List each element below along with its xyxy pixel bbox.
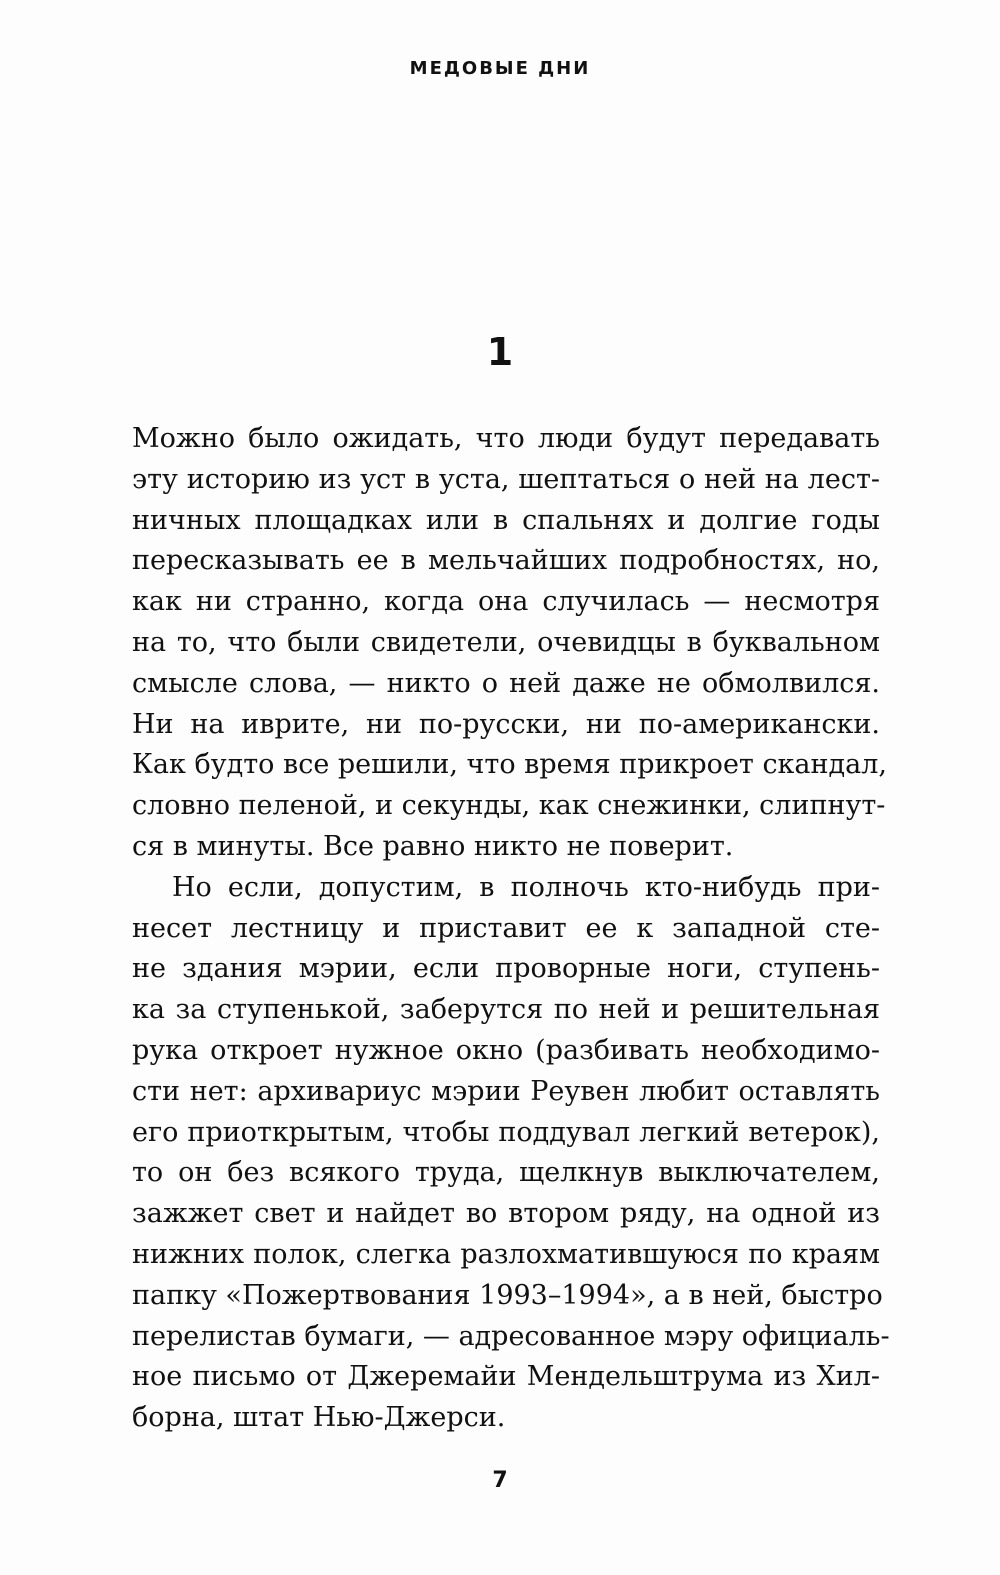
- text-line: Можно было ожидать, что люди будут передавать: [132, 423, 880, 454]
- text-line: перелистав бумаги, — адресованное мэру официаль-: [132, 1320, 890, 1352]
- text-line: Но если, допустим, в полночь кто-нибудь при-: [172, 871, 880, 903]
- text-line: Как будто все решили, что время прикроет скандал,: [132, 749, 887, 781]
- running-head: МЕДОВЫЕ ДНИ: [409, 58, 591, 79]
- text-line: то он без всякого труда, щелкнув выключателем,: [132, 1157, 880, 1189]
- text-line: ное письмо от Джеремайи Мендельштрума из Хил-: [132, 1361, 880, 1393]
- text-line: нижних полок, слегка разлохматившуюся по краям: [132, 1238, 880, 1270]
- text-line: не здания мэрии, если проворные ноги, ступень-: [132, 953, 880, 985]
- text-line: пересказывать ее в мельчайших подробностях, но,: [132, 545, 880, 577]
- text-line: ничных площадках или в спальнях и долгие годы: [132, 504, 880, 536]
- text-line: рука откроет нужное окно (разбивать необходимо-: [132, 1034, 880, 1066]
- text-line: борна, штат Нью-Джерси.: [132, 1402, 506, 1434]
- text-line: сти нет: архивариус мэрии Реувен любит оставлять: [132, 1075, 880, 1107]
- page-number: 7: [492, 1468, 508, 1493]
- text-line: папку «Пожертвования 1993–1994», а в ней, быстро: [132, 1279, 883, 1311]
- text-line: зажжет свет и найдет во втором ряду, на одной из: [132, 1198, 880, 1230]
- text-line: эту историю из уст в уста, шептаться о ней на лест-: [132, 463, 880, 495]
- chapter-number: 1: [486, 330, 514, 374]
- text-line: его приоткрытым, чтобы поддувал легкий ветерок),: [132, 1116, 880, 1148]
- text-line: смысле слова, — никто о ней даже не обмолвился.: [132, 667, 880, 699]
- text-line: ка за ступенькой, заберутся по ней и решительная: [132, 994, 880, 1026]
- text-line: на то, что были свидетели, очевидцы в буквальном: [132, 626, 880, 658]
- text-line: словно пеленой, и секунды, как снежинки, слипнут-: [132, 790, 886, 822]
- text-line: ся в минуты. Все равно никто не поверит.: [132, 830, 734, 862]
- text-line: Ни на иврите, ни по-русски, ни по-американски.: [132, 708, 880, 740]
- text-line: несет лестницу и приставит ее к западной сте-: [132, 912, 880, 944]
- text-line: как ни странно, когда она случилась — несмотря: [132, 586, 880, 618]
- body-text: [132, 419, 890, 1439]
